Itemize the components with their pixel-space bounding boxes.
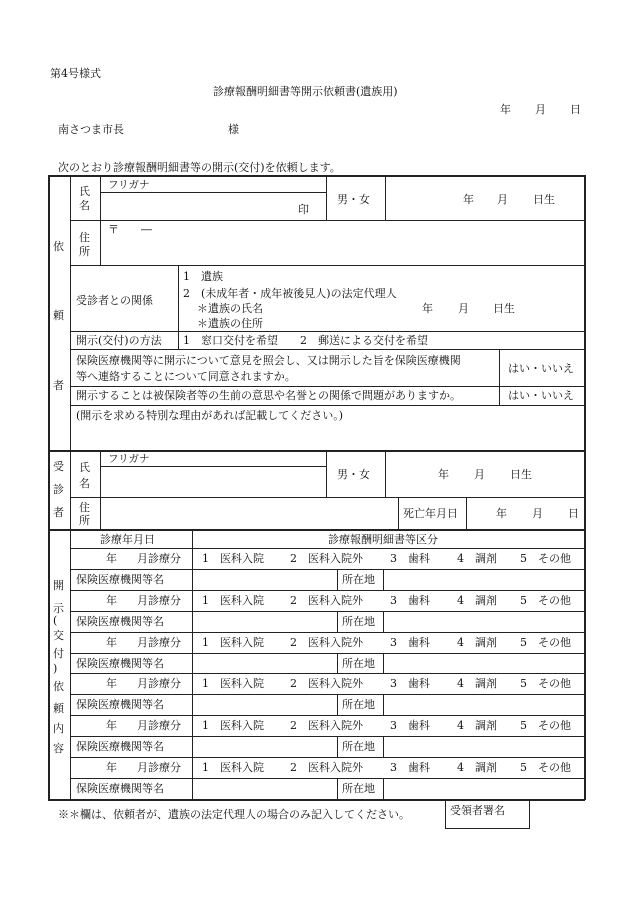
disclosure-type-option[interactable]: 4 調剤	[457, 719, 497, 733]
disclosure-type-option[interactable]: 5 その他	[520, 719, 571, 733]
patient-address-label: 住	[79, 501, 90, 514]
disclosure-year-label: 年	[106, 635, 117, 649]
requester-name-label: 名	[79, 199, 90, 212]
disclosure-label-char: )	[53, 662, 58, 675]
col-header-date: 診療年月日	[100, 533, 155, 546]
patient-label-char: 者	[53, 506, 64, 519]
disclosure-type-option[interactable]: 2 医科入院外	[290, 719, 363, 733]
disclosure-type-option[interactable]: 1 医科入院	[202, 593, 264, 607]
facility-name-input[interactable]	[195, 571, 334, 588]
disclosure-month-label: 月診療分	[137, 677, 181, 691]
disclosure-year-label: 年	[106, 593, 117, 607]
patient-furigana-label: フリガナ	[108, 453, 150, 465]
special-reason-note: (開示を求める特別な理由があれば記載してください。)	[76, 409, 344, 422]
facility-location-input[interactable]	[386, 738, 581, 755]
disclosure-month-label: 月診療分	[137, 593, 181, 607]
date-year-label: 年	[500, 103, 511, 116]
requester-address-label: 住	[79, 231, 90, 244]
facility-location-input[interactable]	[386, 696, 581, 713]
disclosure-type-option[interactable]: 3 歯科	[390, 552, 430, 565]
disclosure-month-label: 月診療分	[137, 761, 181, 774]
disclosure-type-option[interactable]: 1 医科入院	[202, 761, 264, 774]
requester-label-char: 者	[53, 379, 64, 392]
facility-location-label: 所在地	[342, 698, 375, 712]
patient-birth-month: 月	[474, 468, 485, 481]
disclosure-month-label: 月診療分	[137, 552, 181, 565]
patient-name-input[interactable]	[103, 468, 323, 495]
date-day-label: 日	[570, 103, 581, 116]
death-day: 日	[568, 507, 579, 520]
addressee-honorific: 様	[228, 123, 239, 136]
requester-name-input[interactable]	[103, 194, 323, 219]
relation-label: 受診者との関係	[76, 294, 153, 307]
patient-name-label: 名	[79, 477, 90, 490]
disclosure-type-option[interactable]: 3 歯科	[390, 593, 430, 607]
requester-birth-year: 年	[463, 193, 474, 206]
intro-text: 次のとおり診療報酬明細書等の開示(交付)を依頼します。	[58, 161, 341, 174]
facility-name-input[interactable]	[195, 613, 334, 630]
disclosure-month-label: 月診療分	[137, 719, 181, 733]
disclosure-label-char: (	[53, 614, 58, 627]
facility-name-label: 保険医療機関等名	[76, 740, 164, 754]
requester-address-label: 所	[79, 245, 90, 258]
facility-name-input[interactable]	[195, 780, 334, 797]
disclosure-label-char: 頼	[53, 702, 64, 715]
patient-address-input[interactable]	[103, 500, 395, 527]
facility-location-input[interactable]	[386, 655, 581, 672]
disclosure-type-option[interactable]: 2 医科入院外	[290, 593, 363, 607]
facility-name-label: 保険医療機関等名	[76, 698, 164, 712]
disclosure-type-option[interactable]: 5 その他	[520, 593, 571, 607]
disclosure-year-label: 年	[106, 552, 117, 565]
facility-name-label: 保険医療機関等名	[76, 781, 164, 795]
requester-birth-month: 月	[497, 193, 508, 206]
facility-location-input[interactable]	[386, 613, 581, 630]
facility-name-input[interactable]	[195, 696, 334, 713]
facility-location-label: 所在地	[342, 572, 375, 586]
footnote: ※＊欄は、依頼者が、遺族の法定代理人の場合のみ記入してください。	[58, 808, 410, 821]
disclosure-label-char: 内	[53, 722, 64, 735]
disclosure-label-char: 容	[53, 742, 64, 755]
disclosure-type-option[interactable]: 1 医科入院	[202, 677, 264, 691]
requester-postal-code[interactable]: 〒 ―	[108, 223, 152, 236]
disclosure-type-option[interactable]: 4 調剤	[457, 635, 497, 649]
consent-answer-1[interactable]: はい・いいえ	[508, 362, 574, 375]
death-date-label: 死亡年月日	[403, 507, 458, 520]
facility-location-input[interactable]	[386, 780, 581, 797]
col-header-type: 診療報酬明細書等区分	[328, 533, 438, 546]
disclosure-label-char: 開	[53, 579, 64, 592]
disclosure-year-label: 年	[106, 719, 117, 733]
consent-question-2: 開示することは被保険者等の生前の意思や名誉との関係で問題がありますか。	[76, 389, 461, 402]
bereaved-birth-year: 年	[422, 302, 433, 315]
facility-location-label: 所在地	[342, 614, 375, 628]
requester-label-char: 頼	[53, 309, 64, 322]
facility-name-input[interactable]	[195, 655, 334, 672]
method-options[interactable]: 1 窓口交付を希望 2 郵送による交付を希望	[183, 334, 428, 347]
disclosure-type-option[interactable]: 5 その他	[520, 677, 571, 691]
disclosure-label-char: 交	[53, 629, 64, 642]
relation-option-1[interactable]: 1 遺族	[183, 270, 223, 283]
disclosure-type-option[interactable]: 3 歯科	[390, 761, 430, 774]
facility-location-label: 所在地	[342, 781, 375, 795]
requester-name-label: 氏	[79, 185, 90, 198]
disclosure-type-option[interactable]: 3 歯科	[390, 677, 430, 691]
method-label: 開示(交付)の方法	[76, 334, 162, 347]
receiver-signature-label: 受領者署名	[450, 804, 505, 817]
disclosure-year-label: 年	[106, 761, 117, 774]
facility-location-label: 所在地	[342, 740, 375, 754]
patient-gender[interactable]: 男・女	[337, 468, 370, 481]
death-month: 月	[532, 507, 543, 520]
consent-question-1: 保険医療機関等に開示について意見を照会し、又は開示した旨を保険医療機関	[76, 354, 461, 367]
bereaved-birth-day: 日生	[493, 302, 515, 315]
consent-answer-2[interactable]: はい・いいえ	[508, 389, 574, 402]
disclosure-label-char: 付	[53, 647, 64, 660]
requester-birth-day: 日生	[533, 193, 555, 206]
disclosure-type-option[interactable]: 1 医科入院	[202, 552, 264, 565]
disclosure-type-option[interactable]: 1 医科入院	[202, 719, 264, 733]
disclosure-type-option[interactable]: 1 医科入院	[202, 635, 264, 649]
addressee-name: 南さつま市長	[58, 123, 124, 136]
form-title: 診療報酬明細書等開示依頼書(遺族用)	[213, 85, 398, 98]
bereaved-address-label: ＊遺族の住所	[197, 317, 263, 330]
facility-name-label: 保険医療機関等名	[76, 572, 164, 586]
patient-label-char: 診	[53, 483, 64, 496]
disclosure-type-option[interactable]: 5 その他	[520, 761, 571, 774]
disclosure-type-option[interactable]: 4 調剤	[457, 677, 497, 691]
death-year: 年	[496, 507, 507, 520]
facility-location-input[interactable]	[386, 571, 581, 588]
disclosure-type-option[interactable]: 5 その他	[520, 635, 571, 649]
disclosure-type-option[interactable]: 2 医科入院外	[290, 761, 363, 774]
disclosure-type-option[interactable]: 3 歯科	[390, 719, 430, 733]
requester-seal-mark: 印	[298, 203, 309, 216]
disclosure-type-option[interactable]: 5 その他	[520, 552, 571, 565]
disclosure-type-option[interactable]: 2 医科入院外	[290, 552, 363, 565]
patient-address-label: 所	[79, 514, 90, 527]
patient-birth-year: 年	[438, 468, 449, 481]
disclosure-type-option[interactable]: 4 調剤	[457, 593, 497, 607]
bereaved-name-label: ＊遺族の氏名	[197, 302, 263, 315]
facility-location-label: 所在地	[342, 656, 375, 670]
patient-name-label: 氏	[79, 461, 90, 474]
disclosure-type-option[interactable]: 2 医科入院外	[290, 677, 363, 691]
disclosure-month-label: 月診療分	[137, 635, 181, 649]
disclosure-type-option[interactable]: 4 調剤	[457, 552, 497, 565]
requester-furigana-label: フリガナ	[108, 179, 150, 191]
form-number: 第4号様式	[50, 67, 101, 80]
patient-birth-day: 日生	[510, 468, 532, 481]
relation-option-2[interactable]: 2 (未成年者・成年被後見人)の法定代理人	[183, 287, 397, 300]
disclosure-year-label: 年	[106, 677, 117, 691]
requester-gender[interactable]: 男・女	[337, 193, 370, 206]
patient-label-char: 受	[53, 460, 64, 473]
requester-label-char: 依	[53, 240, 64, 253]
disclosure-label-char: 示	[53, 602, 64, 615]
disclosure-type-option[interactable]: 2 医科入院外	[290, 635, 363, 649]
facility-name-input[interactable]	[195, 738, 334, 755]
facility-name-label: 保険医療機関等名	[76, 656, 164, 670]
disclosure-label-char: 依	[53, 680, 64, 693]
disclosure-type-option[interactable]: 4 調剤	[457, 761, 497, 774]
date-month-label: 月	[535, 103, 546, 116]
bereaved-birth-month: 月	[458, 302, 469, 315]
consent-question-1: 等へ連絡することについて同意されますか。	[76, 370, 296, 383]
disclosure-type-option[interactable]: 3 歯科	[390, 635, 430, 649]
facility-name-label: 保険医療機関等名	[76, 614, 164, 628]
